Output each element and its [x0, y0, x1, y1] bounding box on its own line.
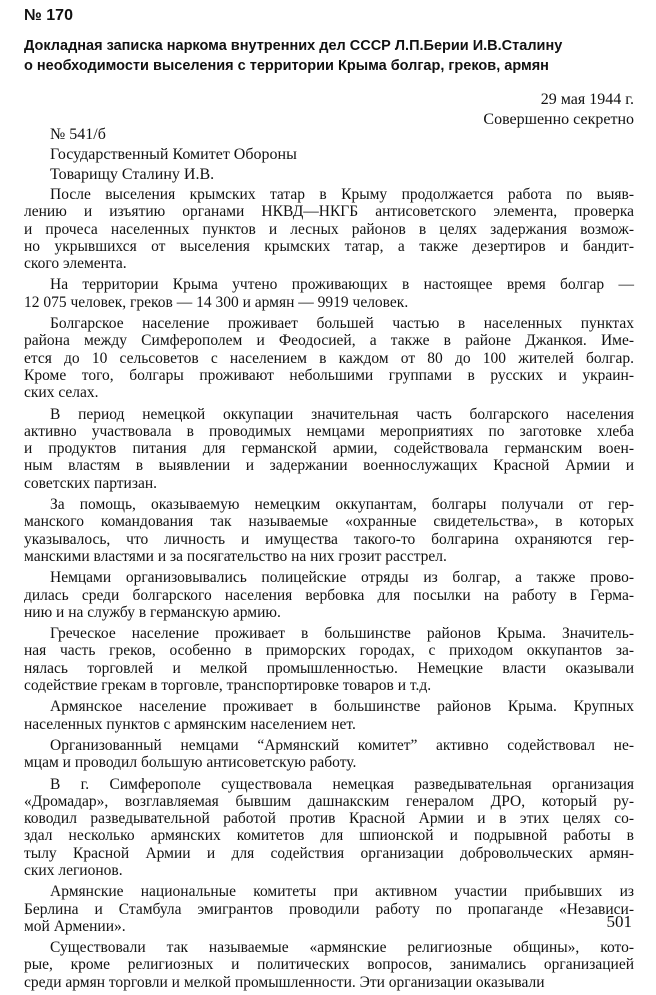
text-line: рые, кроме религиозных и политических вопросов, занимались организацией	[24, 956, 634, 974]
text-line: и прочеса населенных пунктов и лесных районов в целях задержания возмож-	[24, 220, 634, 238]
text-line: Организованный немцами “Армянский комитет” активно содействовал не-	[50, 736, 634, 754]
paragraph	[24, 939, 634, 991]
text-line: среди армян торговли и мелкой промышленности. Эти организации оказывали	[24, 973, 545, 991]
text-line: В период немецкой оккупации значительная часть болгарского населения	[50, 405, 634, 423]
text-line: Болгарское население проживает большей частью в населенных пунктах	[50, 315, 634, 333]
paragraph	[24, 569, 634, 621]
classification-label: Совершенно секретно	[483, 111, 634, 128]
text-line: населенных пунктов с армянским населением нет.	[24, 715, 356, 733]
text-line: советских партизан.	[24, 474, 157, 492]
paragraph	[24, 776, 634, 880]
text-line: ется до 10 сельсоветов с населением в каждом от 80 до 100 жителей болгар.	[24, 349, 634, 367]
paragraph	[24, 698, 634, 733]
addressee-line: Товарищу Сталину И.В.	[50, 166, 215, 183]
text-line: мой Армении».	[24, 917, 126, 935]
title-line: Докладная записка наркома внутренних дел СССР Л.П.Берии И.В.Сталину	[24, 38, 563, 54]
text-line: активно участвовала в проводимых немцами мероприятиях по заготовке хлеба	[24, 422, 634, 440]
text-line: 12 075 человек, греков — 14 300 и армян — 9919 человек.	[24, 293, 409, 311]
text-line: Греческое население проживает в большинстве районов Крыма. Значитель-	[50, 625, 634, 643]
document-title	[24, 36, 624, 76]
text-line: манского командования так называемые «охранные свидетельства», в которых	[24, 513, 634, 531]
paragraph	[24, 737, 634, 772]
page-number: 501	[606, 912, 632, 931]
paragraph	[24, 315, 634, 401]
text-line: ских легионов.	[24, 861, 123, 879]
text-line: «Дромадар», возглавляемая бывшим дашнакским генералом ДРО, который ру-	[24, 792, 634, 810]
text-line: здал несколько армянских комитетов для шпионской и подрывной работы в	[24, 827, 634, 845]
text-line: Армянское население проживает в большинстве районов Крыма. Крупных	[50, 698, 634, 716]
text-line: и продуктов питания для германской армии, содействовала германским воен-	[24, 440, 634, 458]
document-date: 29 мая 1944 г.	[540, 91, 634, 108]
text-line: ководил разведывательной работой против Красной Армии и в этих целях со-	[24, 810, 634, 828]
text-line: нялась торговлей и мелкой промышленностью. Немецкие власти оказывали	[24, 659, 634, 677]
text-line: но укрывшихся от выселения крымских татар, а также дезертиров и бандит-	[24, 237, 634, 255]
text-line: тылу Красной Армии и для содействия организации добровольческих армян-	[24, 844, 634, 862]
addressee-block	[50, 145, 297, 185]
body-text	[24, 186, 634, 995]
text-line: лению и изъятию органами НКВД—НКГБ антисоветского элемента, проверка	[24, 203, 634, 221]
text-line: После выселения крымских татар в Крыму продолжается работа по выяв-	[50, 186, 634, 203]
text-line: указывалось, что личность и имущества такого-то болгарина охраняются гер-	[24, 530, 634, 548]
paragraph	[24, 406, 634, 492]
text-line: манскими властями и за посягательство на них грозит расстрел.	[24, 547, 447, 565]
registration-number: № 541/б	[50, 126, 106, 143]
text-line: Существовали так называемые «армянские религиозные общины», кото-	[50, 939, 634, 957]
text-line: мцам и проводил большую антисоветскую работу.	[24, 754, 357, 772]
text-line: ным властям в выявлении и задержании военнослужащих Красной Армии и	[24, 457, 634, 475]
paragraph	[24, 625, 634, 694]
text-line: нию и на службу в германскую армию.	[24, 603, 281, 621]
text-line: Армянские национальные комитеты при активном участии прибывших из	[50, 883, 634, 901]
text-line: ная часть греков, особенно в приморских городах, с приходом оккупантов за-	[24, 642, 634, 660]
paragraph	[24, 186, 634, 272]
addressee-line: Государственный Комитет Обороны	[50, 146, 297, 163]
text-line: Кроме того, болгары проживают небольшими группами в русских и украин-	[24, 366, 634, 384]
paragraph	[24, 276, 634, 311]
text-line: На территории Крыма учтено проживающих в настоящее время болгар —	[50, 276, 634, 294]
text-line: За помощь, оказываемую немецким оккупантам, болгары получали от гер-	[50, 496, 634, 514]
paragraph	[24, 496, 634, 565]
text-line: Берлина и Стамбула эмигрантов проводили работу по пропаганде «Независи-	[24, 900, 634, 918]
paragraph	[24, 883, 634, 935]
text-line: ских селах.	[24, 384, 99, 402]
text-line: содействие грекам в торговле, транспортировке товаров и т.д.	[24, 677, 432, 695]
text-line: Немцами организовывались полицейские отряды из болгар, а также прово-	[50, 569, 634, 587]
document-number: № 170	[24, 7, 73, 24]
text-line: района между Симферополем и Феодосией, а также в районе Джанкоя. Име-	[24, 332, 634, 350]
title-line: о необходимости выселения с территории Крыма болгар, греков, армян	[24, 58, 549, 74]
text-line: ского элемента.	[24, 255, 127, 273]
text-line: В г. Симферополе существовала немецкая разведывательная организация	[50, 775, 634, 793]
text-line: дилась среди болгарского населения вербовка для посылки на работу в Герма-	[24, 586, 634, 604]
